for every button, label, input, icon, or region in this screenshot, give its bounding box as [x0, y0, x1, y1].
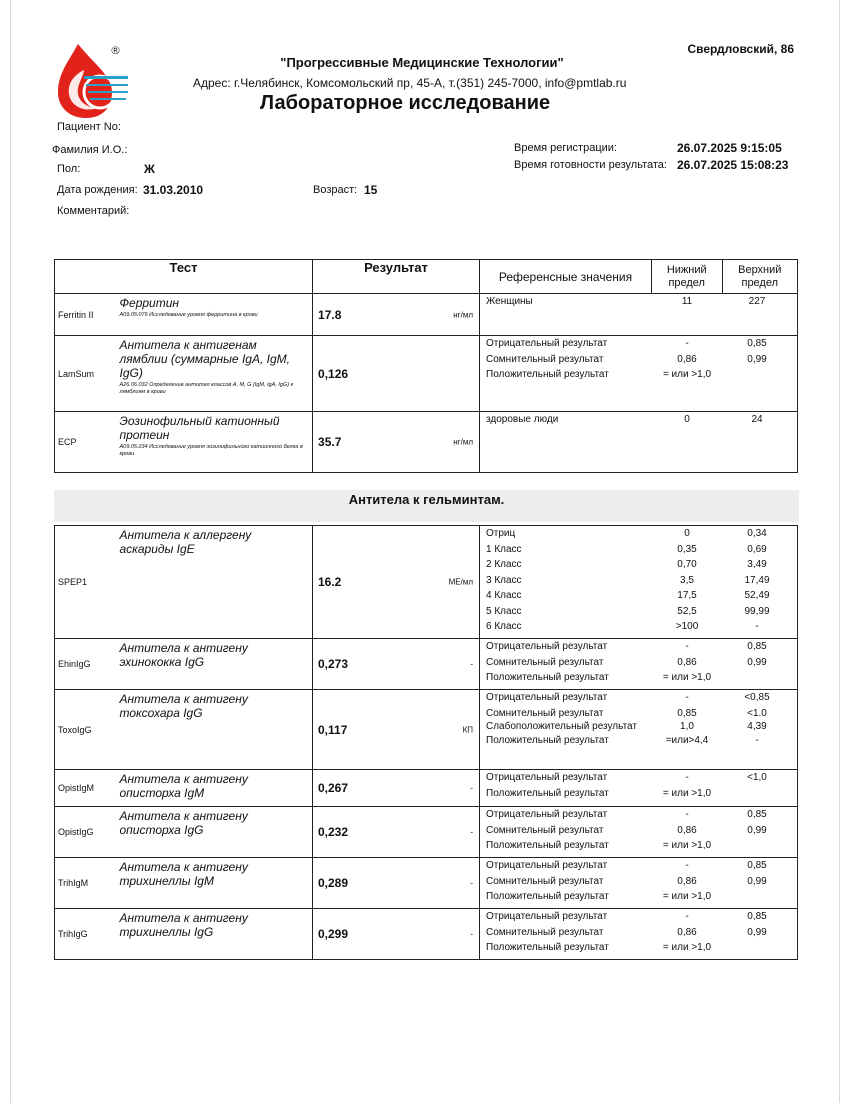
reference-row	[480, 619, 797, 635]
reference-label: Положительный результат	[486, 942, 609, 953]
reference-upper: 99,99	[744, 605, 770, 617]
test-code: TrihIgM	[55, 858, 114, 909]
section-title: Антитела к гельминтам.	[348, 492, 505, 507]
reference-label: Сомнительный результат	[486, 353, 604, 365]
table-header-row	[55, 260, 798, 294]
reference-label: здоровые люди	[486, 414, 559, 425]
reference-row	[480, 874, 797, 890]
reference-cell	[480, 909, 798, 960]
reference-label: Отрицательный результат	[486, 772, 608, 783]
table-row	[55, 639, 798, 690]
reference-row	[480, 925, 797, 941]
table-row	[55, 909, 798, 960]
reference-label: Сомнительный результат	[486, 707, 604, 719]
reference-upper	[722, 786, 792, 802]
reference-lower: -	[685, 338, 689, 349]
test-code: EhinIgG	[55, 639, 114, 690]
reference-label: Положительный результат	[486, 891, 609, 902]
reference-row	[480, 294, 797, 310]
reference-lower: = или >1,0	[662, 891, 712, 902]
reference-label: 3 Класс	[486, 574, 522, 586]
reference-label: Положительный результат	[486, 735, 609, 746]
reference-label: Отрицательный результат	[486, 641, 608, 652]
sex-value: Ж	[144, 162, 155, 176]
reference-row	[480, 588, 797, 604]
reference-row	[480, 639, 797, 655]
reference-cell	[480, 336, 798, 412]
reference-row	[480, 655, 797, 671]
result-cell	[313, 858, 480, 909]
test-name-cell	[114, 909, 313, 960]
reference-upper	[722, 367, 792, 383]
test-code: TrihIgG	[55, 909, 114, 960]
reference-row	[480, 412, 797, 428]
test-name: Антитела к антигенам лямблии (суммарные IgA, IgM, IgG)	[119, 338, 290, 380]
reference-upper: 0,99	[747, 926, 767, 938]
reference-row	[480, 557, 797, 573]
reference-lower: -	[685, 692, 689, 703]
header-result: Результат	[313, 260, 480, 294]
test-name: Антитела к антигену трихинеллы IgM	[119, 860, 248, 888]
reference-label: Отрицательный результат	[486, 692, 608, 703]
reference-lower: 0,35	[677, 543, 697, 555]
header-upper-limit: Верхний предел	[722, 260, 798, 293]
result-cell	[313, 770, 480, 807]
reference-upper: 0,99	[747, 656, 767, 668]
reference-label: Слабоположительный результат	[486, 721, 637, 732]
helminth-table	[54, 525, 798, 960]
result-value: 0,117	[318, 722, 348, 737]
registration-time-label: Время регистрации:	[514, 142, 617, 154]
branch-address: Свердловский, 86	[687, 42, 794, 56]
reference-cell	[480, 639, 798, 690]
header-reference-label: Референсные значения	[498, 269, 633, 284]
result-cell	[313, 336, 480, 412]
test-code: OpistIgM	[55, 770, 114, 807]
reference-upper: 0,99	[747, 875, 767, 887]
reference-label: Положительный результат	[486, 840, 609, 851]
test-name: Антитела к антигену описторха IgM	[119, 772, 248, 800]
test-name-cell	[114, 690, 313, 770]
test-name-cell	[114, 639, 313, 690]
reference-cell	[480, 807, 798, 858]
reference-upper: 0,85	[747, 338, 767, 349]
reference-label: Женщины	[486, 296, 533, 307]
reference-label: Положительный результат	[486, 787, 609, 799]
reference-lower: 0,86	[677, 875, 697, 887]
reference-row	[480, 526, 797, 542]
reference-upper: -	[755, 735, 759, 746]
reference-upper: 0,85	[747, 860, 767, 871]
reference-lower: -	[685, 641, 689, 652]
table-row	[55, 526, 798, 639]
table-row	[55, 294, 798, 336]
test-code: ECP	[55, 412, 114, 473]
reference-upper	[722, 889, 792, 905]
reference-label: Положительный результат	[486, 672, 609, 683]
reference-label: Сомнительный результат	[486, 824, 604, 836]
table-row	[55, 336, 798, 412]
reference-lower: = или >1,0	[662, 787, 712, 799]
test-name: Ферритин	[119, 296, 180, 310]
result-cell	[313, 909, 480, 960]
test-code: Ferritin II	[55, 294, 114, 336]
reference-row	[480, 352, 797, 368]
result-cell	[313, 639, 480, 690]
reference-row	[480, 786, 797, 802]
reference-upper: <1,0	[747, 772, 767, 783]
result-unit: МЕ/мл	[448, 577, 473, 587]
reference-lower: 3,5	[680, 574, 694, 586]
test-name: Антитела к антигену токсохара IgG	[119, 692, 248, 720]
dob-value: 31.03.2010	[143, 183, 204, 197]
reference-row	[480, 858, 797, 874]
patient-name-label: Фамилия И.О.:	[52, 144, 128, 156]
reference-label: Сомнительный результат	[486, 875, 604, 887]
reference-row	[480, 909, 797, 925]
result-value: 17.8	[318, 307, 342, 322]
age-label: Возраст:	[313, 184, 358, 196]
result-cell	[313, 526, 480, 639]
dob-label: Дата рождения:	[57, 184, 138, 196]
svg-text:®: ®	[110, 44, 121, 57]
reference-label: Отрицательный результат	[486, 911, 608, 922]
reference-lower: = или >1,0	[662, 942, 712, 953]
test-name-cell	[114, 858, 313, 909]
result-value: 0,273	[318, 657, 349, 671]
test-name-cell	[114, 412, 313, 473]
result-unit: -	[470, 783, 473, 793]
reference-label: Отрицательный результат	[486, 809, 608, 820]
test-description: A09.05.234 Исследование уровня эозинофильного катионного белка в крови	[119, 444, 303, 457]
reference-lower: 0,85	[677, 707, 697, 719]
result-value: 0,299	[318, 927, 349, 941]
reference-label: Отрицательный результат	[486, 860, 608, 871]
reference-label: Отриц	[486, 528, 516, 539]
reference-row	[480, 940, 797, 956]
result-unit: КП	[462, 725, 473, 734]
reference-lower: 0,70	[677, 559, 697, 570]
test-name-cell	[114, 807, 313, 858]
table-row	[55, 690, 798, 770]
reference-label: 5 Класс	[486, 605, 522, 617]
test-name: Эозинофильный катионный протеин	[119, 414, 280, 442]
reference-lower: = или >1,0	[662, 672, 712, 683]
patient-no-label: Пациент No:	[57, 121, 121, 133]
registration-time-value: 26.07.2025 9:15:05	[677, 141, 782, 155]
reference-lower: -	[685, 772, 689, 783]
reference-lower: >100	[675, 621, 699, 632]
test-name-cell	[114, 770, 313, 807]
reference-upper: 227	[748, 296, 766, 307]
result-cell	[313, 294, 480, 336]
reference-upper	[722, 838, 792, 854]
header-test: Тест	[55, 260, 313, 294]
results-table	[54, 259, 798, 473]
reference-upper: 0,34	[747, 528, 767, 539]
reference-lower: 0	[684, 528, 690, 539]
reference-lower: 0,86	[677, 656, 697, 668]
reference-label: 1 Класс	[486, 543, 522, 555]
result-unit: -	[470, 659, 473, 669]
test-name-cell	[114, 526, 313, 639]
result-value: 0,232	[318, 825, 349, 839]
table-row	[55, 770, 798, 807]
reference-row	[480, 823, 797, 839]
reference-upper: -	[755, 621, 759, 632]
reference-row	[480, 367, 797, 383]
reference-upper: 52,49	[744, 590, 770, 601]
reference-lower: -	[685, 809, 689, 820]
result-unit: -	[470, 878, 473, 888]
reference-label: 2 Класс	[486, 559, 522, 570]
reference-row	[480, 807, 797, 823]
reference-label: Отрицательный результат	[486, 338, 608, 349]
result-unit: нг/мл	[453, 437, 474, 447]
ready-time-value: 26.07.2025 15:08:23	[677, 158, 789, 172]
result-unit: нг/мл	[453, 310, 474, 319]
reference-cell	[480, 294, 798, 336]
test-code: LamSum	[55, 336, 114, 412]
reference-row	[480, 838, 797, 854]
reference-lower: 0,86	[677, 824, 697, 836]
reference-lower: 0,86	[677, 353, 697, 365]
test-code: ToxoIgG	[55, 690, 114, 770]
reference-label: Сомнительный результат	[486, 926, 604, 938]
reference-lower: = или >1,0	[662, 369, 712, 380]
reference-cell	[480, 770, 798, 807]
reference-cell	[480, 858, 798, 909]
reference-lower: 0	[684, 414, 690, 425]
table-row	[55, 858, 798, 909]
reference-upper: 24	[751, 414, 763, 425]
reference-lower: = или >1,0	[662, 840, 712, 851]
reference-upper: 17,49	[744, 574, 770, 586]
test-name-cell	[114, 336, 313, 412]
reference-lower: 52,5	[677, 605, 697, 617]
reference-row	[480, 721, 797, 733]
header-reference	[480, 260, 798, 294]
reference-row	[480, 573, 797, 589]
reference-upper	[722, 670, 792, 686]
reference-cell	[480, 690, 798, 770]
reference-upper: 3,49	[747, 559, 767, 570]
table-row	[55, 412, 798, 473]
reference-row	[480, 604, 797, 620]
reference-upper: <0,85	[744, 692, 770, 703]
reference-cell	[480, 412, 798, 473]
ready-time-label: Время готовности результата:	[514, 159, 667, 171]
age-value: 15	[364, 183, 378, 197]
reference-lower: =или>4,4	[665, 735, 709, 746]
lab-address: Адрес: г.Челябинск, Комсомольский пр, 45-А, т.(351) 245-7000, info@pmtlab.ru	[193, 76, 627, 90]
result-unit: -	[470, 929, 473, 939]
reference-upper: 0,85	[747, 809, 767, 820]
result-cell	[313, 807, 480, 858]
test-description: A09.05.076 Исследование уровня ферритина в крови	[119, 312, 258, 318]
sex-label: Пол:	[57, 163, 81, 175]
reference-upper: 4,39	[747, 721, 767, 732]
reference-lower: -	[685, 860, 689, 871]
lab-logo	[54, 40, 130, 120]
test-name: Антитела к антигену трихинеллы IgG	[119, 911, 248, 939]
result-cell	[313, 690, 480, 770]
result-unit: -	[470, 827, 473, 837]
reference-lower: 1,0	[680, 721, 694, 732]
reference-upper: 0,85	[747, 911, 767, 922]
reference-row	[480, 542, 797, 558]
result-value: 35.7	[318, 435, 342, 449]
reference-row	[480, 336, 797, 352]
table-row	[55, 807, 798, 858]
reference-label: 4 Класс	[486, 590, 522, 601]
result-value: 0,289	[318, 876, 349, 890]
reference-upper: 0,99	[747, 353, 767, 365]
reference-upper: 0,85	[747, 641, 767, 652]
result-cell	[313, 412, 480, 473]
reference-row	[480, 670, 797, 686]
test-description: A26.06.032 Определение антител классов A, M, G (IgM, IgA, IgG) к лямблиям в крови	[119, 382, 294, 395]
reference-upper: 0,99	[747, 824, 767, 836]
reference-row	[480, 770, 797, 786]
test-name: Антитела к антигену эхинококка IgG	[119, 641, 248, 669]
reference-label: Положительный результат	[486, 369, 609, 380]
reference-lower: 0,86	[677, 926, 697, 938]
reference-cell	[480, 526, 798, 639]
reference-upper	[722, 940, 792, 956]
result-value: 16.2	[318, 575, 342, 589]
reference-row	[480, 889, 797, 905]
organization-name: "Прогрессивные Медицинские Технологии"	[280, 55, 564, 70]
reference-row	[480, 690, 797, 706]
test-code: OpistIgG	[55, 807, 114, 858]
comment-label: Комментарий:	[57, 205, 130, 217]
reference-lower: 17,5	[677, 590, 697, 601]
header-lower-limit: Нижний предел	[651, 260, 722, 293]
reference-label: Сомнительный результат	[486, 656, 604, 668]
reference-lower: 11	[681, 296, 693, 307]
reference-upper: 0,69	[747, 543, 767, 555]
reference-lower: -	[685, 911, 689, 922]
test-name-cell	[114, 294, 313, 336]
document-title: Лабораторное исследование	[260, 92, 551, 114]
reference-upper: <1.0	[747, 707, 767, 719]
reference-row	[480, 733, 797, 749]
reference-row	[480, 706, 797, 722]
test-name: Антитела к антигену описторха IgG	[119, 809, 248, 837]
result-value: 0,126	[318, 366, 349, 381]
test-name: Антитела к аллергену аскариды IgE	[119, 528, 252, 556]
reference-label: 6 Класс	[486, 621, 522, 632]
test-code: SPEP1	[55, 526, 114, 639]
result-value: 0,267	[318, 781, 349, 795]
